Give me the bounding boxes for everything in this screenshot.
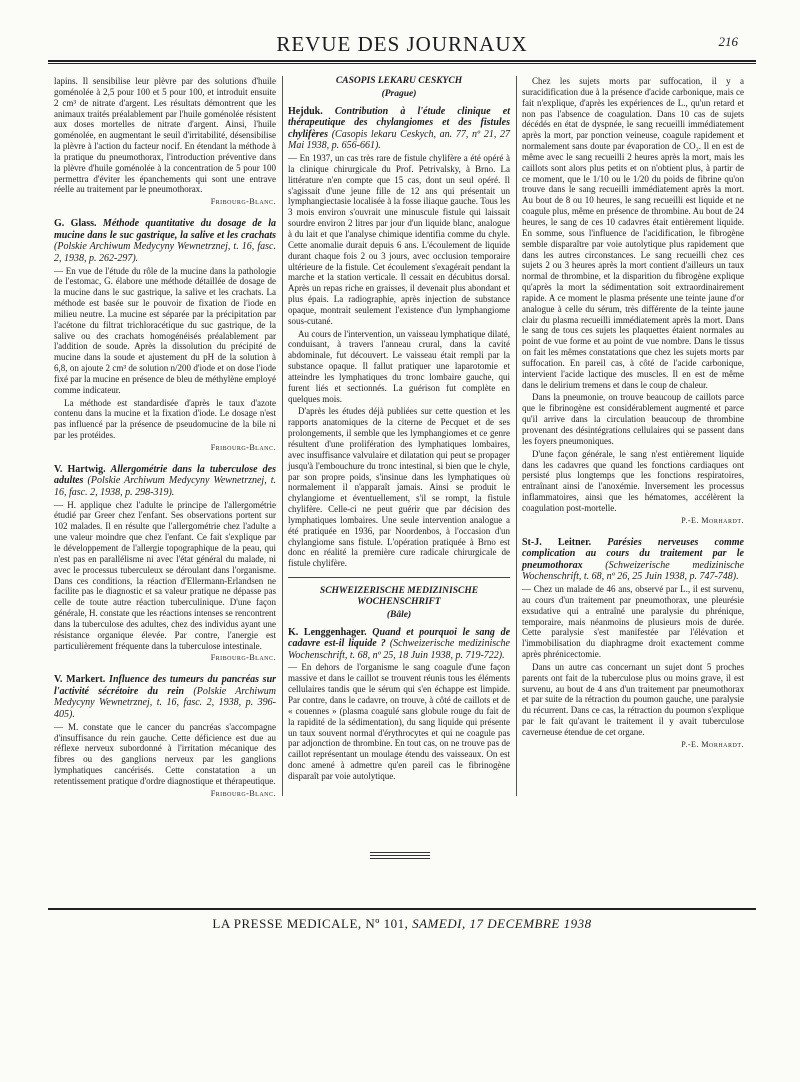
article-citation: (Polskie Archiwum Medycyny Wewnetrznej, t. 16, fasc. 2, 1938, p. 298-319).	[54, 475, 277, 499]
article-citation: (Casopis lekaru Ceskych, an. 77, nº 21, 27 Mai 1938, p. 656-661).	[288, 128, 510, 152]
paragraph: La méthode est standardisée d'après le taux d'azote contenu dans la mucine et la fixation d'iode. Le dosage n'est pas influencé par la présence de pseudomucine de la bile ni par les protéides.	[54, 397, 276, 441]
article-author: G. Glass.	[54, 218, 97, 230]
paragraph: Chez les sujets morts par suffocation, il y a suracidification due à la présence d'acide carbonique, mais ce fait n'explique, d'après les expériences de L., qu'un retard et non pas l'absence de coagulation. Dans 10 cas de sujets décédés en état de dyspnée, le sang recueilli immédiatement après la mort, par ponction veineuse, coagule rapidement et normalement sans doute par évaporation de CO₂. Il en est de même avec le sang recueilli 2 heures après la mort, mais les caillots sont alors plus petits et on n'obtient plus, à partir de ce moment, que le 1/10 ou le 1/20 du poids de fibrine qu'on trouve dans le sang recueilli immédiatement après la mort. Au bout de 8 ou 10 heures, le sang recueilli est liquide et ne coagule plus, même en présence de thrombine. Au bout de 24 heures, le sang de ces 10 cadavres était entièrement liquide. En somme, sous l'influence de l'acidification, le fibrogène semble disparaître par voie autolytique plus rapidement que dans les autres circonstances. Le sang recueilli chez ces sujets 2 ou 3 heures après la mort contient d'ailleurs un taux normal de thrombine, et la disparition du fibrogène explique qu'après la mort la sédimentation soit extraordinairement rapide. A ce moment le plasma présente une teinte jaune d'or analogue à celle du sérum, très différente de la teinte jaune clair du plasma recueilli immédiatement après la mort. Dans le sang de tous ces sujets les plaquettes étaient normales au point de vue forme et au point de vue nombre. Dans le tissus on fait les mêmes constatations que chez les sujets morts par suffocation. En pareil cas, à côté de l'acide carbonique, intervient l'acide lactique des muscles. Il en est de même dans le delirium tremens et dans le coup de chaleur.	[522, 76, 744, 390]
signature: P.-E. Morhardt.	[681, 739, 744, 749]
footer-issue: Nº 101,	[365, 916, 409, 931]
article-author: K. Lenggenhager.	[288, 626, 367, 638]
footer-journal: LA PRESSE MEDICALE,	[212, 916, 362, 931]
paragraph: — Chez un malade de 46 ans, observé par L., il est survenu, au cours d'un traitement par pneumothorax, une pleurésie exsudative qui a entraîné une paralysie du phrénique, temporaire, mais néanmoins de plusieurs mois de durée. Cette paralysie s'est manifestée par l'élévation et l'immobilisation du diaphragme droit exactement comme après phrénicectomie.	[522, 583, 744, 660]
paragraph: Au cours de l'intervention, un vaisseau lymphatique dilaté, conduisant, à travers l'anneau crural, dans la cavité abdominale, fut découvert. Le vaisseau était rempli par la substance opaque. Il fallut pratiquer une laparotomie et atteindre les lymphatiques du tronc lombaire gauche, qui furent liés et sectionnés. La guérison fut complète en quelques mois.	[288, 328, 510, 404]
page-number: 216	[718, 34, 738, 49]
article-citation: (Schweizerische medizinische Wochenschrift, t. 68, nº 26, 25 Juin 1938, p. 747-748).	[522, 559, 744, 583]
column-left	[54, 76, 276, 810]
paragraph: — H. applique chez l'adulte le principe de l'allergométrie étudié par Greer chez l'enfant. Ses observations portent sur 102 malades. Il en résulte que l'allergométrie chez l'adulte a une valeur moindre que chez l'enfant. Ce fait s'explique par le développement de l'allergie topographique de la peau, qui n'est pas en parallélisme ni avec l'état général du malade, ni avec le processus tuberculeux se déroulant dans l'organisme. Dans ces conditions, la réaction d'Ellermann-Erlandsen ne facilite pas le diagnostic et sa valeur pratique ne dépasse pas celle de toute autre réaction tuberculinique. D'une façon générale, H. constate que les réactions intenses se rencontrent dans la tuberculose des adultes, chez des individus ayant une résistance organique élevée. Par contre, l'anergie est particulièrement fréquente dans la tuberculose intestinale.	[54, 499, 276, 651]
article-title: Influence des tumeurs du pancréas sur l'activité sécrétoire du rein	[54, 674, 277, 697]
column-divider	[516, 76, 517, 796]
signature: Fribourg-Blanc.	[210, 653, 276, 663]
running-title: REVUE DES JOURNAUX	[276, 32, 528, 56]
article-author: St-J. Leitner.	[522, 536, 592, 548]
footer-text	[48, 916, 756, 932]
header-rule	[48, 60, 756, 64]
signature: Fribourg-Blanc.	[210, 197, 276, 207]
article-heading	[54, 464, 276, 499]
article-heading	[54, 218, 276, 264]
page-header	[52, 30, 752, 60]
paragraph: D'après les études déjà publiées sur cette question et les rapports anatomiques de la citerne de Pecquet et de ses prolongements, il semble que les lymphangiomes et ce genre résultent d'une prolifération des lymphatiques lombaires, avec insuffisance valvulaire et dilatation qui peut se propager jusqu'à l'embouchure du tronc intestinal, si bien que le chyle, par son propre poids, s'insinue dans les lymphatiques où normalement il n'apparaît jamais. Ainsi se produit le chylangiome et éventuellement, s'il se rompt, la fistule chylifère. Celle-ci ne peut guérir que par décision des lymphatiques lombaires. Une seule intervention analogue a été pratiquée en 1936, par Noordenbos, à l'occasion d'un chylangiome sans fistule. L'opération pratiquée à Brno est donc en réalité la première cure radicale chirurgicale de fistule chylifère.	[288, 406, 510, 569]
journal-name: CASOPIS LEKARU CESKYCH	[335, 76, 463, 86]
journal-name: SCHWEIZERISCHE MEDIZINISCHE WOCHENSCHRIFT	[319, 586, 479, 607]
footer-date: SAMEDI, 17 DECEMBRE 1938	[412, 916, 592, 931]
signature: P.-E. Morhardt.	[681, 515, 744, 525]
article-citation: (Schweizerische medizinische Wochenschrift, t. 68, nº 25, 18 Juin 1938, p. 719-722).	[288, 638, 510, 661]
article-heading	[288, 627, 510, 662]
rule	[370, 852, 430, 853]
journal-place: (Bâle)	[386, 609, 412, 620]
article-title: Allergométrie dans la tuberculose des adultes	[54, 463, 277, 487]
paragraph: Dans un autre cas concernant un sujet dont 5 proches parents ont fait de la tuberculose plus ou moins grave, il est survenu, au bout de 4 ans d'un traitement par pneumothorax et par suite de la rétraction du poumon gauche, une paralysie du récurrent. Dans ce cas, la rétraction du poumon s'explique par le fait qu'avant le traitement il y avait tuberculose caverneuse étendue de cet organe.	[522, 661, 744, 737]
end-rules	[370, 852, 430, 861]
signature: Fribourg-Blanc.	[210, 443, 276, 452]
paragraph: — M. constate que le cancer du pancréas s'accompagne d'insuffisance du rein gauche. Cette déficience est due au réflexe nerveux subordonné à l'irritation mécanique des fibres ou des ganglions nerveux par les ganglions lymphatiques cancérisés. Cette constatation a un retentissement pratique d'ordre diagnostique et thérapeutique.	[54, 721, 276, 786]
rule	[370, 858, 430, 859]
article-author: V. Hartwig.	[54, 463, 106, 475]
article-title: Parésies nerveuses comme complication au cours du traitement par le pneumothorax	[522, 536, 744, 571]
page-footer	[48, 908, 756, 934]
paragraph: — En vue de l'étude du rôle de la mucine dans la pathologie de l'estomac, G. élabore une méthode détaillée de dosage de la mucine dans le suc gastrique, la salive et les crachats. La méthode est basée sur le pouvoir de fixation de l'iode en milieu neutre. La mucine est séparée par la précipitation par l'acétone du filtrat trichloracétique du suc gastrique, de la salive ou des crachats homogénéisés préalablement par l'addition de soude. Après la dissolution du précipité de mucine dans la soude et ajustement du pH de la solution à 6,8, on ajoute 2 cm³ de solution n/200 d'iode et on dose l'iode fixé par la mucine en présence de bleu de méthylène employé comme indicateur.	[54, 265, 276, 395]
article-citation: (Polskie Archiwum Medycyny Wewnetrznej, t. 16, fasc. 2, 1938, p. 262-297).	[54, 241, 276, 264]
signature: Fribourg-Blanc.	[210, 788, 276, 798]
journal-section	[288, 577, 510, 782]
article-heading	[288, 106, 510, 152]
journal-place: (Prague)	[381, 88, 417, 99]
article-heading	[522, 537, 744, 583]
rule	[370, 855, 430, 856]
article-author: V. Markert.	[54, 674, 106, 686]
column-right	[522, 76, 744, 761]
paragraph: D'une façon générale, le sang n'est entièrement liquide dans les cadavres que quand les fonctions cardiaques ont persisté plus longtemps que les fonctions respiratoires, entraînant ainsi de l'anoxémie. Inversement les processus inflammatoires, ainsi que les hématomes, accélèrent la coagulation post-mortelle.	[522, 448, 744, 513]
article-title: Contribution à l'étude clinique et thérapeutique des chylangiomes et des fistules chylifères	[288, 105, 511, 140]
article-title: Quand et pourquoi le sang de cadavre est-il liquide ?	[288, 626, 511, 650]
article-citation: (Polskie Archiwum Medycyny Wewnetrznej, t. 16, fasc. 2, 1938, p. 396-405).	[54, 685, 277, 721]
paragraph: lapins. Il sensibilise leur plèvre par des solutions d'huile goménolée à 2,5 pour 100 et 5 pour 100, et introduit ensuite 2 cm³ de nitrate d'argent. Les résultats démontrent que les animaux traités préalablement par l'huile goménolée résistent aux doses mortelles de nitrate d'argent. Ainsi, l'huile goménolée, en augmentant le seuil d'irritabilité, désensibilise la plèvre à l'action du facteur nocif. En étendant la méthode à la pratique du pneumothorax, l'introduction préventive dans la plèvre d'huile goménolée à la concentration de 5 pour 100 permettra d'éviter les épanchements qui sont une entrave réelle au traitement par le pneumothorax.	[54, 76, 276, 195]
article-title: Méthode quantitative du dosage de la mucine dans le suc gastrique, la salive et les crachats	[54, 218, 277, 241]
article-heading	[54, 674, 276, 720]
column-divider	[282, 76, 283, 796]
paragraph: — En 1937, un cas très rare de fistule chylifère a été opéré à la clinique chirurgicale du Prof. Petrivalsky, à Brno. La littérature n'en compte que 15 cas, dont un seul opéré. Il s'agissait d'une jeune fille de 12 ans qui présentait un lymphangiectasie localisée à la fosse iliaque gauche. Tous les 3 mois environ s'ouvrait une minuscule fistule qui laissait sourdre environ 2 litres par jour d'un liquide blanc, analogue à du lait et que l'analyse chimique identifia comme du chyle. Cette anomalie durait depuis 6 ans. L'écoulement de liquide durant chaque fois 2 ou 3 jours, avec occlusion temporaire ultérieure de la fistule. Cet écoulement s'exagérait pendant la marche et la station verticale. Il cessait en décubitus dorsal. Après un repas riche en graisses, il devenait plus abondant et plus épais. La radiographie, après injection de substance opaque, montrait seulement l'existence d'un lymphangiome sous-cutané.	[288, 153, 510, 326]
paragraph: — En dehors de l'organisme le sang coagule d'une façon massive et dans le caillot se trouvent réunis tous les éléments cellulaires tandis que le sérum qui s'en échappe est limpide. Par contre, dans le cadavre, on trouve, à côté de caillots et de « couennes » (plasma coagulé sans globule rouge du fait de la rapidité de la sédimentation), du sang liquide qui présente un taux souvent normal d'érythrocytes et qui ne coagule pas par adjonction de thrombine. En tout cas, on ne trouve pas de caillot représentant un moulage étendu des vaisseaux. On est donc amené à admettre qu'en pareil cas le fibrinogène disparaît par voie autolytique.	[288, 662, 510, 781]
column-middle	[288, 76, 510, 784]
article-author: Hejduk.	[288, 105, 323, 117]
paragraph: Dans la pneumonie, on trouve beaucoup de caillots parce que le fibrinogène est considérablement augmenté et parce qu'il arrive dans la circulation beaucoup de thrombine provenant des désintégrations cellulaires qui se passent dans les foyers pneumoniques.	[522, 392, 744, 446]
